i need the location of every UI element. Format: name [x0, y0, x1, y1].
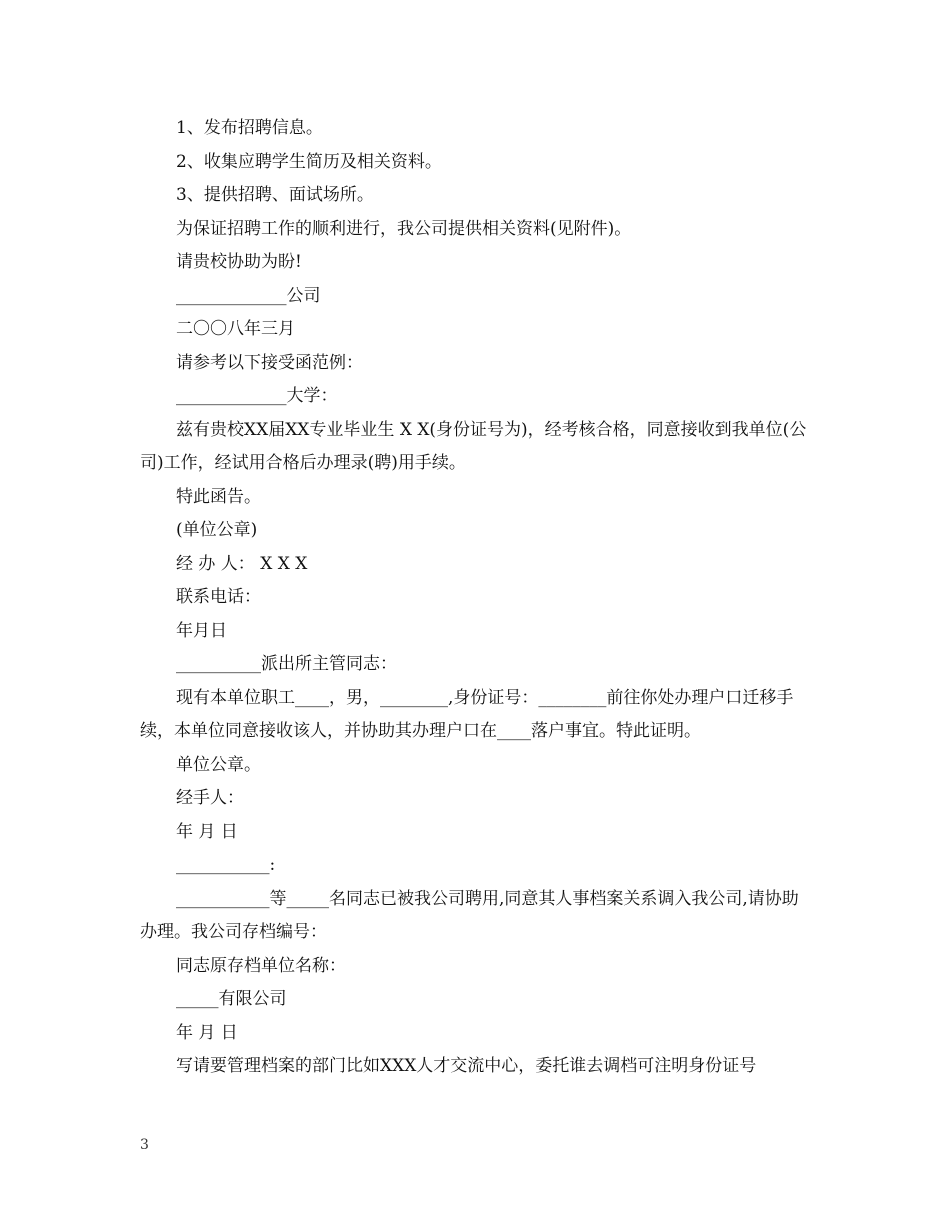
- paragraph: 年 月 日: [176, 821, 238, 842]
- paragraph: 写请要管理档案的部门比如XXX人才交流中心，委托谁去调档可注明身份证号: [176, 1056, 757, 1076]
- paragraph: 特此函告。: [176, 486, 261, 507]
- paragraph: 年月日: [176, 620, 227, 641]
- paragraph: 为保证招聘工作的顺利进行，我公司提供相关资料(见附件)。: [176, 218, 632, 239]
- paragraph: 二〇〇八年三月: [176, 319, 295, 339]
- paragraph: 1、发布招聘信息。: [176, 118, 323, 138]
- paragraph: 请贵校协助为盼!: [176, 252, 302, 272]
- paragraph: 联系电话：: [176, 587, 261, 607]
- paragraph: 请参考以下接受函范例：: [176, 352, 363, 373]
- paragraph: 经 办 人： X X X: [176, 553, 308, 574]
- document-body: [140, 112, 812, 1084]
- paragraph: 现有本单位职工____，男，________,身份证号：________前往你处办理户口迁移手续，本单位同意接收该人，并协助其办理户口在____落户事宜。特此证明。: [140, 687, 794, 741]
- paragraph: (单位公章): [176, 520, 258, 540]
- paragraph: 同志原存档单位名称：: [176, 955, 346, 976]
- paragraph: __________派出所主管同志：: [176, 654, 397, 674]
- paragraph: _____________公司: [176, 285, 321, 306]
- page-number: 3: [140, 1137, 149, 1153]
- paragraph: 单位公章。: [176, 754, 261, 775]
- paragraph: 年 月 日: [176, 1022, 238, 1043]
- paragraph: _____________大学：: [176, 386, 338, 406]
- paragraph: ___________:: [176, 855, 276, 875]
- paragraph: 经手人：: [176, 788, 244, 808]
- paragraph: _____有限公司: [176, 989, 287, 1009]
- paragraph: ___________等_____名同志已被我公司聘用,同意其人事档案关系调入我公司,请协助办理。我公司存档编号：: [140, 888, 799, 942]
- paragraph: 兹有贵校XX届XX专业毕业生 X X(身份证号为)，经考核合格，同意接收到我单位(公司)工作，经试用合格后办理录(聘)用手续。: [140, 419, 807, 473]
- paragraph: 2、收集应聘学生简历及相关资料。: [176, 151, 442, 172]
- paragraph: 3、提供招聘、面试场所。: [176, 185, 374, 205]
